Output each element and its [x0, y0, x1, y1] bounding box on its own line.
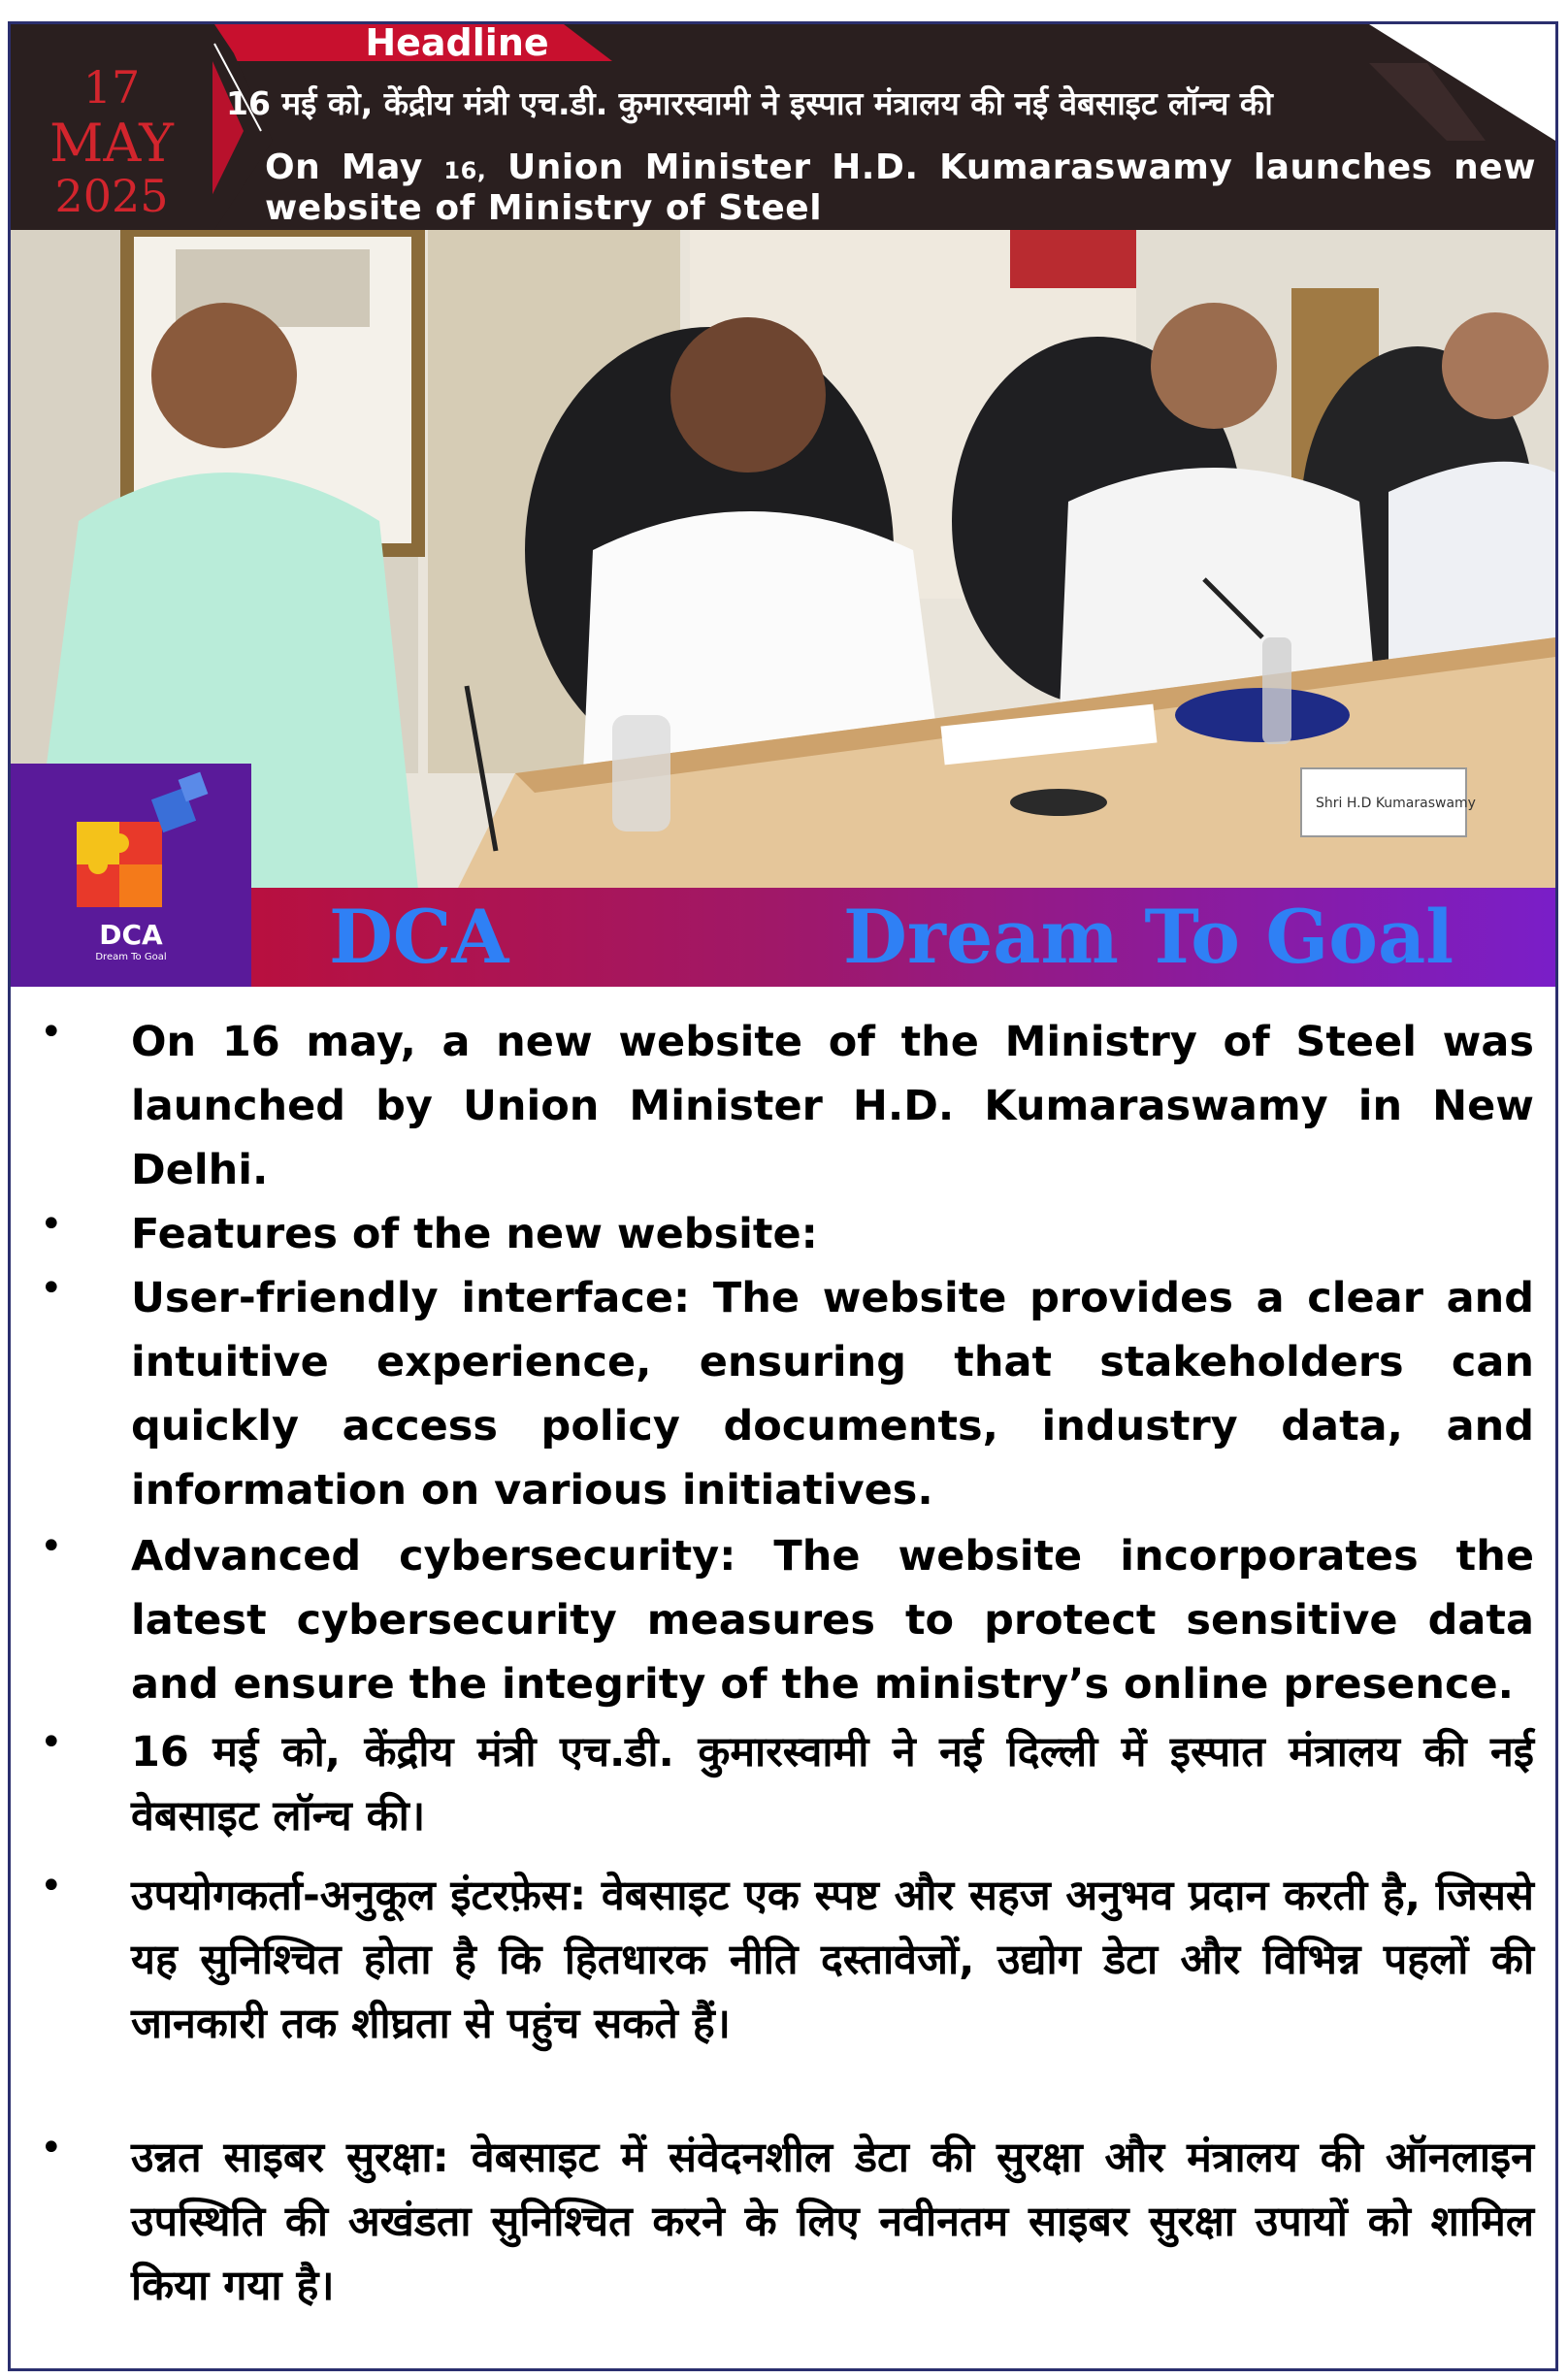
english-headline-line1 [265, 147, 1536, 192]
bullet-text: 16 मई को, केंद्रीय मंत्री एच.डी. कुमारस्वामी ने नई दिल्ली में इस्पात मंत्रालय की नई वेबसाइट लॉन्च की। [131, 1728, 1534, 1841]
bullet-text: On 16 may, a new website of the Ministry of Steel was launched by Union Minister H.D. Kumaraswamy in New Delhi. [131, 1018, 1534, 1194]
hindi-headline: 16 मई को, केंद्रीय मंत्री एच.डी. कुमारस्वामी ने इस्पात मंत्रालय की नई वेबसाइट लॉन्च की [226, 84, 1273, 122]
bullet-dot-icon: • [40, 1266, 63, 1311]
banner-right-text: Dream To Goal [843, 894, 1454, 980]
dca-logo [11, 764, 251, 987]
dca-banner [11, 764, 1555, 987]
news-page [8, 21, 1558, 2371]
nameplate-text: Shri H.D Kumaraswamy [1316, 796, 1476, 811]
english-headline-line2: website of Ministry of Steel [265, 188, 823, 228]
bullet-dot-icon: • [40, 1010, 63, 1055]
banner-strip [251, 888, 1555, 987]
headline-tag: Headline [365, 21, 549, 64]
headline-header [11, 21, 1555, 230]
bullet-text: Advanced cybersecurity: The website incorporates the latest cybersecurity measures to protect sensitive data and ensure the integrity of the ministry’s online presence. [131, 1532, 1534, 1709]
date-day: 17 [82, 61, 141, 114]
bullet-dot-icon: • [40, 1524, 63, 1569]
bullet-dot-icon: • [40, 1864, 63, 1908]
english-headline-part-a: On May [265, 147, 423, 187]
date-month: MAY [49, 113, 174, 174]
puzzle-logo-icon [11, 764, 251, 919]
english-headline-part-c: Union Minister H.D. Kumaraswamy launches new [507, 147, 1536, 187]
bullet-dot-icon: • [40, 1720, 63, 1765]
logo-subtext: Dream To Goal [95, 952, 167, 962]
date-year: 2025 [54, 170, 169, 222]
bullet-text: उन्नत साइबर सुरक्षा: वेबसाइट में संवेदनशील डेटा की सुरक्षा और मंत्रालय की ऑनलाइन उपस्थिति की अखंडता सुनिश्चित करने के लिए नवीनतम साइबर सुरक्षा उपायों को शामिल किया गया है। [131, 2134, 1534, 2310]
bullet-text: Features of the new website: [131, 1210, 818, 1258]
english-headline-part-b: 16, [443, 157, 487, 184]
bullet-dot-icon: • [40, 1202, 63, 1247]
banner-left-text: DCA [329, 894, 509, 980]
bullet-text: उपयोगकर्ता-अनुकूल इंटरफ़ेस: वेबसाइट एक स्पष्ट और सहज अनुभव प्रदान करती है, जिससे यह सुनिश्चित होता है कि हितधारक नीति दस्तावेजों, उद्योग डेटा और विभिन्न पहलों की जानकारी तक शीघ्रता से पहुंच सकते हैं। [131, 1872, 1534, 2048]
bullet-text: User-friendly interface: The website provides a clear and intuitive experience, ensuring that stakeholders can quickly access policy documents, industry data, and information on various initiatives. [131, 1274, 1534, 1515]
date-badge [11, 24, 212, 230]
logo-text: DCA [99, 919, 163, 951]
bullet-dot-icon: • [40, 2126, 63, 2170]
